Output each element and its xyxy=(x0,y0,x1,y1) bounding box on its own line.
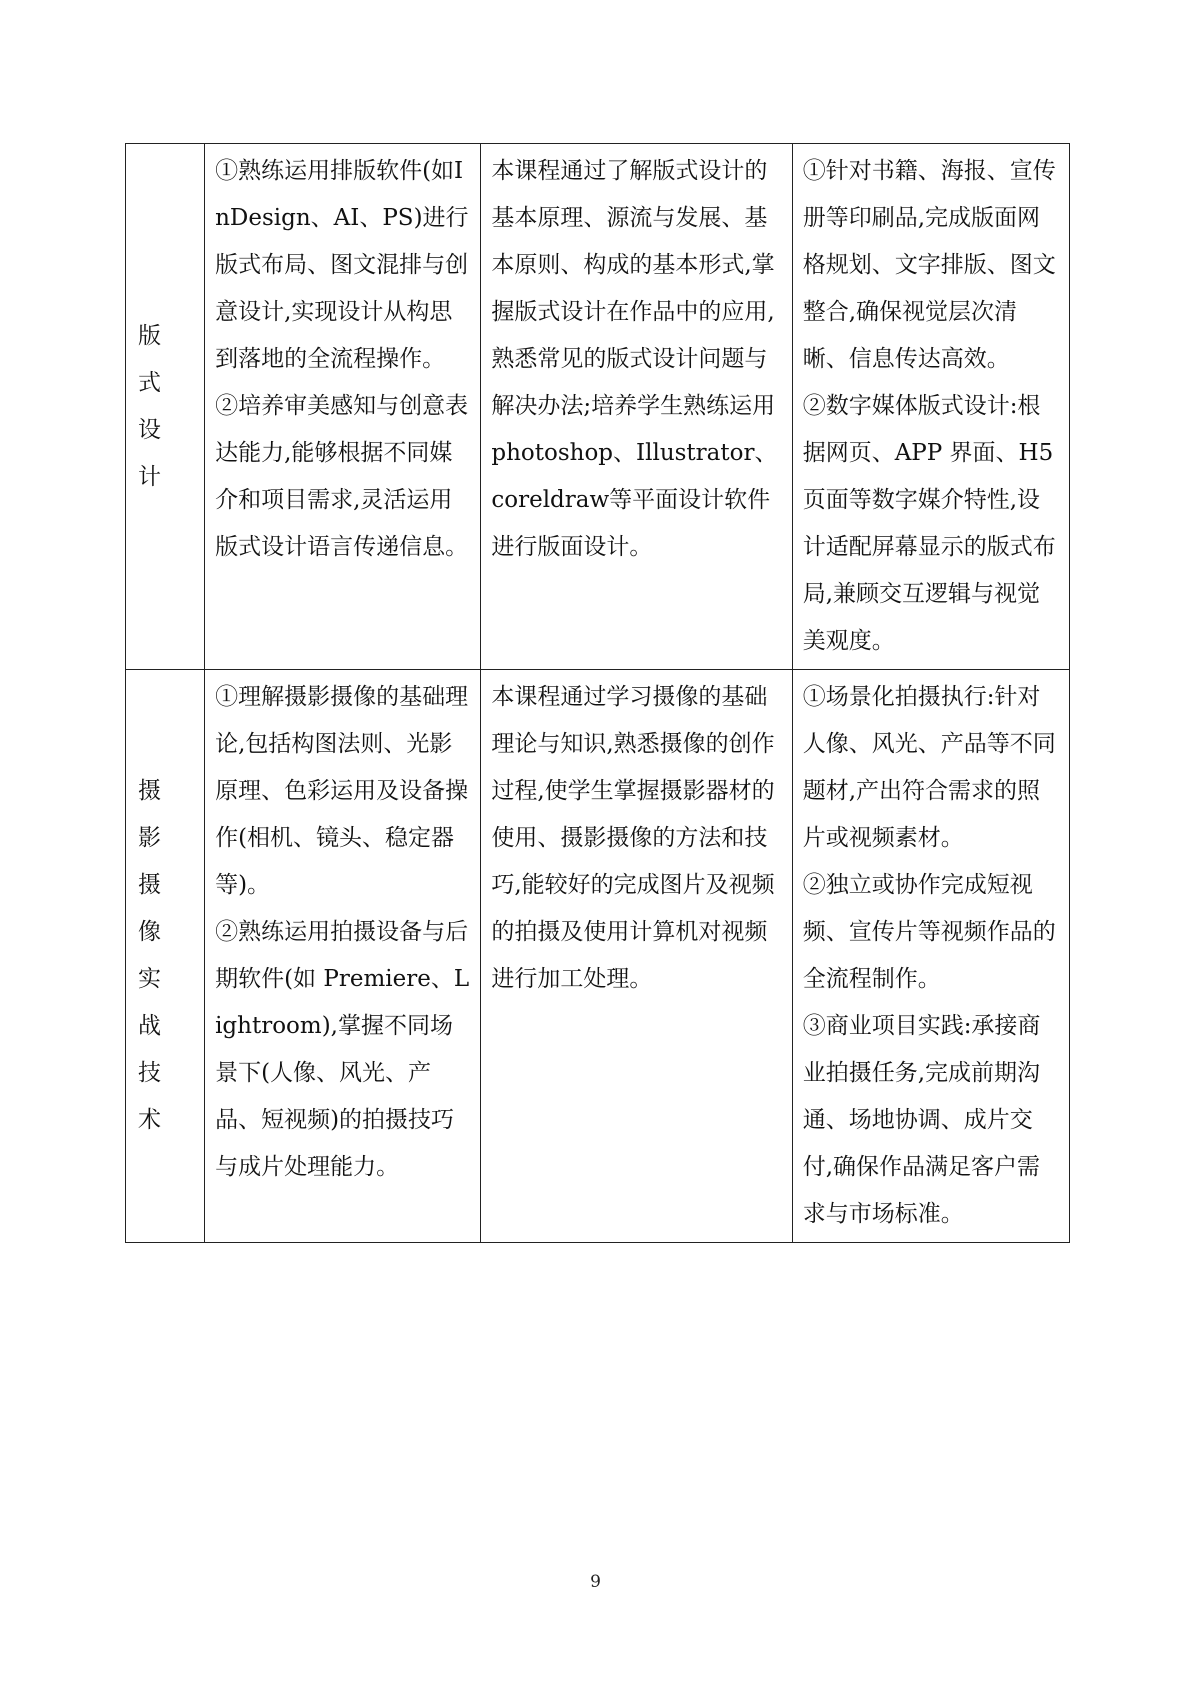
task-cell xyxy=(792,144,1069,670)
task-cell xyxy=(792,670,1069,1243)
goal-cell xyxy=(205,670,481,1243)
goal-cell xyxy=(205,144,481,670)
course-name: 版式设计 xyxy=(138,322,171,490)
table-row xyxy=(126,670,1070,1243)
task-paragraph: ①针对书籍、海报、宣传册等印刷品,完成版面网格规划、文字排版、图文整合,确保视觉层次清晰、信息传达高效。 xyxy=(802,158,1056,372)
course-name-cell xyxy=(126,144,205,670)
goal-paragraph: ①理解摄影摄像的基础理论,包括构图法则、光影原理、色彩运用及设备操作(相机、镜头、稳定器等)。 xyxy=(215,684,469,898)
table-row xyxy=(126,144,1070,670)
goal-paragraph: ②培养审美感知与创意表达能力,能够根据不同媒介和项目需求,灵活运用版式设计语言传递信息。 xyxy=(215,393,469,560)
goal-paragraph: ②熟练运用拍摄设备与后期软件(如 Premiere、Lightroom),掌握不同场景下(人像、风光、产品、短视频)的拍摄技巧与成片处理能力。 xyxy=(215,919,470,1180)
content-cell xyxy=(481,670,792,1243)
task-paragraph: ②独立或协作完成短视频、宣传片等视频作品的全流程制作。 xyxy=(802,872,1056,992)
content-paragraph: 本课程通过学习摄像的基础理论与知识,熟悉摄像的创作过程,使学生掌握摄影器材的使用、摄影摄像的方法和技巧,能较好的完成图片及视频的拍摄及使用计算机对视频进行加工处理。 xyxy=(491,684,775,992)
content-paragraph: 本课程通过了解版式设计的基本原理、源流与发展、基本原则、构成的基本形式,掌握版式设计在作品中的应用,熟悉常见的版式设计问题与解决办法;培养学生熟练运用photoshop、Illustrator、coreldraw等平面设计软件进行版面设计。 xyxy=(491,158,778,560)
task-paragraph: ③商业项目实践:承接商业拍摄任务,完成前期沟通、场地协调、成片交付,确保作品满足客户需求与市场标准。 xyxy=(802,1013,1041,1227)
goal-paragraph: ①熟练运用排版软件(如InDesign、AI、PS)进行版式布局、图文混排与创意设计,实现设计从构思到落地的全流程操作。 xyxy=(215,158,469,372)
course-name: 摄影摄像实战技术 xyxy=(138,778,171,1133)
page-number: 9 xyxy=(590,1572,601,1592)
course-table xyxy=(125,143,1070,1243)
course-name-cell xyxy=(126,670,205,1243)
task-paragraph: ②数字媒体版式设计:根据网页、APP 界面、H5 页面等数字媒介特性,设计适配屏幕显示的版式布局,兼顾交互逻辑与视觉美观度。 xyxy=(802,393,1056,654)
content-cell xyxy=(481,144,792,670)
task-paragraph: ①场景化拍摄执行:针对人像、风光、产品等不同题材,产出符合需求的照片或视频素材。 xyxy=(802,684,1056,851)
